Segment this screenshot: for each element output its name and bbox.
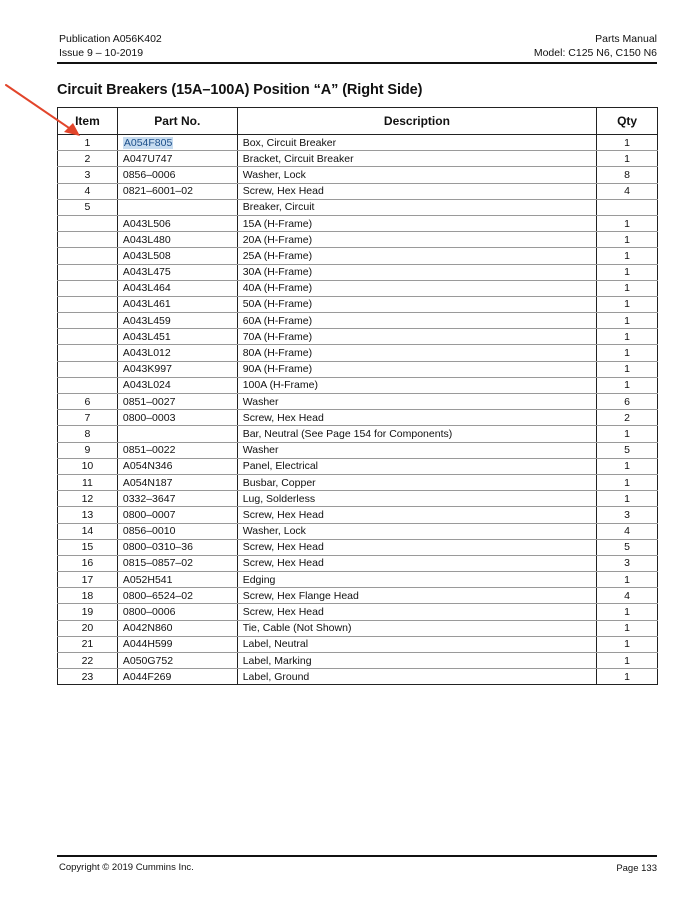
cell-part-no: 0332–3647 bbox=[117, 491, 237, 507]
cell-part-no: A043L461 bbox=[117, 296, 237, 312]
cell-item: 14 bbox=[58, 523, 118, 539]
cell-qty: 1 bbox=[597, 653, 658, 669]
table-row bbox=[58, 669, 658, 685]
table-row bbox=[58, 280, 658, 296]
cell-part-no: A047U747 bbox=[117, 151, 237, 167]
cell-item: 19 bbox=[58, 604, 118, 620]
highlighted-part-number[interactable]: A054F805 bbox=[123, 136, 173, 149]
cell-part-no bbox=[117, 199, 237, 215]
cell-item bbox=[58, 248, 118, 264]
cell-qty: 1 bbox=[597, 669, 658, 685]
cell-qty: 8 bbox=[597, 167, 658, 183]
cell-item: 9 bbox=[58, 442, 118, 458]
cell-part-no: A043L475 bbox=[117, 264, 237, 280]
cell-qty: 1 bbox=[597, 313, 658, 329]
cell-description: Washer, Lock bbox=[237, 523, 596, 539]
page-number: Page 133 bbox=[616, 863, 657, 874]
table-row bbox=[58, 151, 658, 167]
cell-description: Label, Ground bbox=[237, 669, 596, 685]
cell-item: 1 bbox=[58, 135, 118, 151]
cell-part-no: A043L508 bbox=[117, 248, 237, 264]
cell-qty bbox=[597, 199, 658, 215]
cell-qty: 4 bbox=[597, 183, 658, 199]
cell-item bbox=[58, 264, 118, 280]
table-row bbox=[58, 604, 658, 620]
manual-type: Parts Manual bbox=[595, 33, 657, 45]
cell-description: Bar, Neutral (See Page 154 for Components) bbox=[237, 426, 596, 442]
table-row bbox=[58, 653, 658, 669]
cell-item: 20 bbox=[58, 620, 118, 636]
cell-description: 50A (H-Frame) bbox=[237, 296, 596, 312]
cell-description: 25A (H-Frame) bbox=[237, 248, 596, 264]
cell-description: Screw, Hex Head bbox=[237, 604, 596, 620]
cell-item: 13 bbox=[58, 507, 118, 523]
cell-qty: 1 bbox=[597, 151, 658, 167]
cell-part-no bbox=[117, 135, 237, 151]
cell-description: 30A (H-Frame) bbox=[237, 264, 596, 280]
cell-description: 40A (H-Frame) bbox=[237, 280, 596, 296]
table-row bbox=[58, 215, 658, 231]
cell-item bbox=[58, 377, 118, 393]
table-row bbox=[58, 523, 658, 539]
cell-item: 7 bbox=[58, 410, 118, 426]
cell-item: 16 bbox=[58, 555, 118, 571]
cell-qty: 5 bbox=[597, 442, 658, 458]
table-header-row bbox=[58, 108, 658, 135]
cell-description: Washer, Lock bbox=[237, 167, 596, 183]
cell-part-no: 0800–0006 bbox=[117, 604, 237, 620]
cell-item bbox=[58, 280, 118, 296]
cell-part-no: A043L459 bbox=[117, 313, 237, 329]
table-row bbox=[58, 458, 658, 474]
cell-description: Screw, Hex Head bbox=[237, 183, 596, 199]
cell-description: Washer bbox=[237, 394, 596, 410]
table-row bbox=[58, 572, 658, 588]
table-row bbox=[58, 232, 658, 248]
cell-part-no: A043L012 bbox=[117, 345, 237, 361]
cell-item: 23 bbox=[58, 669, 118, 685]
cell-description: 15A (H-Frame) bbox=[237, 215, 596, 231]
cell-description: Label, Marking bbox=[237, 653, 596, 669]
page-footer bbox=[57, 855, 657, 874]
cell-qty: 1 bbox=[597, 232, 658, 248]
cell-part-no: A042N860 bbox=[117, 620, 237, 636]
table-row bbox=[58, 264, 658, 280]
cell-description: Panel, Electrical bbox=[237, 458, 596, 474]
cell-description: Edging bbox=[237, 572, 596, 588]
cell-description: Screw, Hex Head bbox=[237, 555, 596, 571]
model-numbers: Model: C125 N6, C150 N6 bbox=[533, 47, 657, 59]
cell-qty: 1 bbox=[597, 604, 658, 620]
cell-qty: 3 bbox=[597, 507, 658, 523]
table-row bbox=[58, 555, 658, 571]
cell-description: Screw, Hex Head bbox=[237, 410, 596, 426]
cell-part-no: A043L506 bbox=[117, 215, 237, 231]
cell-description: Box, Circuit Breaker bbox=[237, 135, 596, 151]
cell-qty: 1 bbox=[597, 474, 658, 490]
cell-qty: 2 bbox=[597, 410, 658, 426]
cell-qty: 1 bbox=[597, 636, 658, 652]
column-header-description: Description bbox=[237, 108, 596, 135]
table-row bbox=[58, 426, 658, 442]
cell-item bbox=[58, 215, 118, 231]
cell-description: 70A (H-Frame) bbox=[237, 329, 596, 345]
page-header bbox=[57, 32, 657, 64]
cell-description: Breaker, Circuit bbox=[237, 199, 596, 215]
cell-qty: 4 bbox=[597, 523, 658, 539]
cell-part-no: 0800–0003 bbox=[117, 410, 237, 426]
cell-description: 60A (H-Frame) bbox=[237, 313, 596, 329]
cell-item bbox=[58, 329, 118, 345]
cell-item: 17 bbox=[58, 572, 118, 588]
issue-date: Issue 9 – 10-2019 bbox=[59, 47, 144, 59]
cell-part-no: 0800–0310–36 bbox=[117, 539, 237, 555]
cell-description: 100A (H-Frame) bbox=[237, 377, 596, 393]
cell-item: 10 bbox=[58, 458, 118, 474]
cell-qty: 1 bbox=[597, 426, 658, 442]
cell-part-no: 0821–6001–02 bbox=[117, 183, 237, 199]
cell-part-no: 0815–0857–02 bbox=[117, 555, 237, 571]
cell-part-no: A043K997 bbox=[117, 361, 237, 377]
cell-item: 4 bbox=[58, 183, 118, 199]
table-row bbox=[58, 394, 658, 410]
table-row bbox=[58, 345, 658, 361]
cell-qty: 3 bbox=[597, 555, 658, 571]
page-title: Circuit Breakers (15A–100A) Position “A” (Right Side) bbox=[57, 82, 423, 98]
column-header-qty: Qty bbox=[597, 108, 658, 135]
cell-part-no: A043L480 bbox=[117, 232, 237, 248]
cell-description: Busbar, Copper bbox=[237, 474, 596, 490]
parts-table bbox=[57, 107, 658, 685]
table-row bbox=[58, 377, 658, 393]
red-arrow-icon bbox=[0, 80, 90, 140]
cell-description: 90A (H-Frame) bbox=[237, 361, 596, 377]
cell-part-no: A043L024 bbox=[117, 377, 237, 393]
cell-qty: 1 bbox=[597, 572, 658, 588]
table-row bbox=[58, 491, 658, 507]
cell-description: Screw, Hex Head bbox=[237, 539, 596, 555]
table-row bbox=[58, 199, 658, 215]
table-row bbox=[58, 442, 658, 458]
table-row bbox=[58, 248, 658, 264]
cell-item: 12 bbox=[58, 491, 118, 507]
cell-description: Screw, Hex Flange Head bbox=[237, 588, 596, 604]
table-row bbox=[58, 313, 658, 329]
table-row bbox=[58, 296, 658, 312]
cell-description: Screw, Hex Head bbox=[237, 507, 596, 523]
table-row bbox=[58, 167, 658, 183]
cell-qty: 1 bbox=[597, 248, 658, 264]
cell-item: 22 bbox=[58, 653, 118, 669]
cell-part-no: A044H599 bbox=[117, 636, 237, 652]
cell-description: 80A (H-Frame) bbox=[237, 345, 596, 361]
cell-item: 6 bbox=[58, 394, 118, 410]
cell-qty: 1 bbox=[597, 361, 658, 377]
cell-qty: 1 bbox=[597, 135, 658, 151]
cell-item: 3 bbox=[58, 167, 118, 183]
cell-part-no: 0856–0010 bbox=[117, 523, 237, 539]
cell-description: Washer bbox=[237, 442, 596, 458]
cell-qty: 5 bbox=[597, 539, 658, 555]
cell-part-no: A052H541 bbox=[117, 572, 237, 588]
cell-part-no: 0851–0027 bbox=[117, 394, 237, 410]
cell-description: Label, Neutral bbox=[237, 636, 596, 652]
cell-part-no: A054N187 bbox=[117, 474, 237, 490]
cell-description: Tie, Cable (Not Shown) bbox=[237, 620, 596, 636]
cell-part-no: 0856–0006 bbox=[117, 167, 237, 183]
cell-part-no: 0800–0007 bbox=[117, 507, 237, 523]
table-row bbox=[58, 361, 658, 377]
cell-qty: 1 bbox=[597, 491, 658, 507]
table-row bbox=[58, 507, 658, 523]
cell-part-no: A043L451 bbox=[117, 329, 237, 345]
cell-item: 8 bbox=[58, 426, 118, 442]
cell-qty: 1 bbox=[597, 329, 658, 345]
parts-table-body bbox=[58, 135, 658, 685]
cell-item: 15 bbox=[58, 539, 118, 555]
table-row bbox=[58, 539, 658, 555]
cell-description: Lug, Solderless bbox=[237, 491, 596, 507]
cell-description: 20A (H-Frame) bbox=[237, 232, 596, 248]
cell-part-no: 0800–6524–02 bbox=[117, 588, 237, 604]
cell-item: 18 bbox=[58, 588, 118, 604]
table-row bbox=[58, 183, 658, 199]
cell-qty: 1 bbox=[597, 264, 658, 280]
table-row bbox=[58, 474, 658, 490]
cell-part-no: A054N346 bbox=[117, 458, 237, 474]
table-row bbox=[58, 410, 658, 426]
header-right bbox=[534, 32, 657, 60]
cell-qty: 1 bbox=[597, 620, 658, 636]
cell-qty: 1 bbox=[597, 458, 658, 474]
cell-part-no: A044F269 bbox=[117, 669, 237, 685]
cell-item: 5 bbox=[58, 199, 118, 215]
table-row bbox=[58, 135, 658, 151]
cell-item bbox=[58, 313, 118, 329]
cell-item bbox=[58, 345, 118, 361]
cell-item: 11 bbox=[58, 474, 118, 490]
table-row bbox=[58, 620, 658, 636]
cell-qty: 1 bbox=[597, 280, 658, 296]
cell-part-no: A050G752 bbox=[117, 653, 237, 669]
table-row bbox=[58, 588, 658, 604]
table-row bbox=[58, 329, 658, 345]
cell-item: 2 bbox=[58, 151, 118, 167]
cell-item bbox=[58, 296, 118, 312]
cell-qty: 1 bbox=[597, 215, 658, 231]
header-left bbox=[59, 32, 162, 60]
cell-qty: 6 bbox=[597, 394, 658, 410]
copyright: Copyright © 2019 Cummins Inc. bbox=[59, 862, 194, 873]
cell-part-no: A043L464 bbox=[117, 280, 237, 296]
column-header-part-no: Part No. bbox=[117, 108, 237, 135]
publication-number: Publication A056K402 bbox=[59, 33, 162, 45]
cell-item bbox=[58, 232, 118, 248]
column-header-item: Item bbox=[58, 108, 118, 135]
cell-item: 21 bbox=[58, 636, 118, 652]
cell-qty: 1 bbox=[597, 296, 658, 312]
cell-part-no bbox=[117, 426, 237, 442]
cell-qty: 4 bbox=[597, 588, 658, 604]
cell-description: Bracket, Circuit Breaker bbox=[237, 151, 596, 167]
table-row bbox=[58, 636, 658, 652]
cell-qty: 1 bbox=[597, 345, 658, 361]
cell-item bbox=[58, 361, 118, 377]
cell-qty: 1 bbox=[597, 377, 658, 393]
cell-part-no: 0851–0022 bbox=[117, 442, 237, 458]
